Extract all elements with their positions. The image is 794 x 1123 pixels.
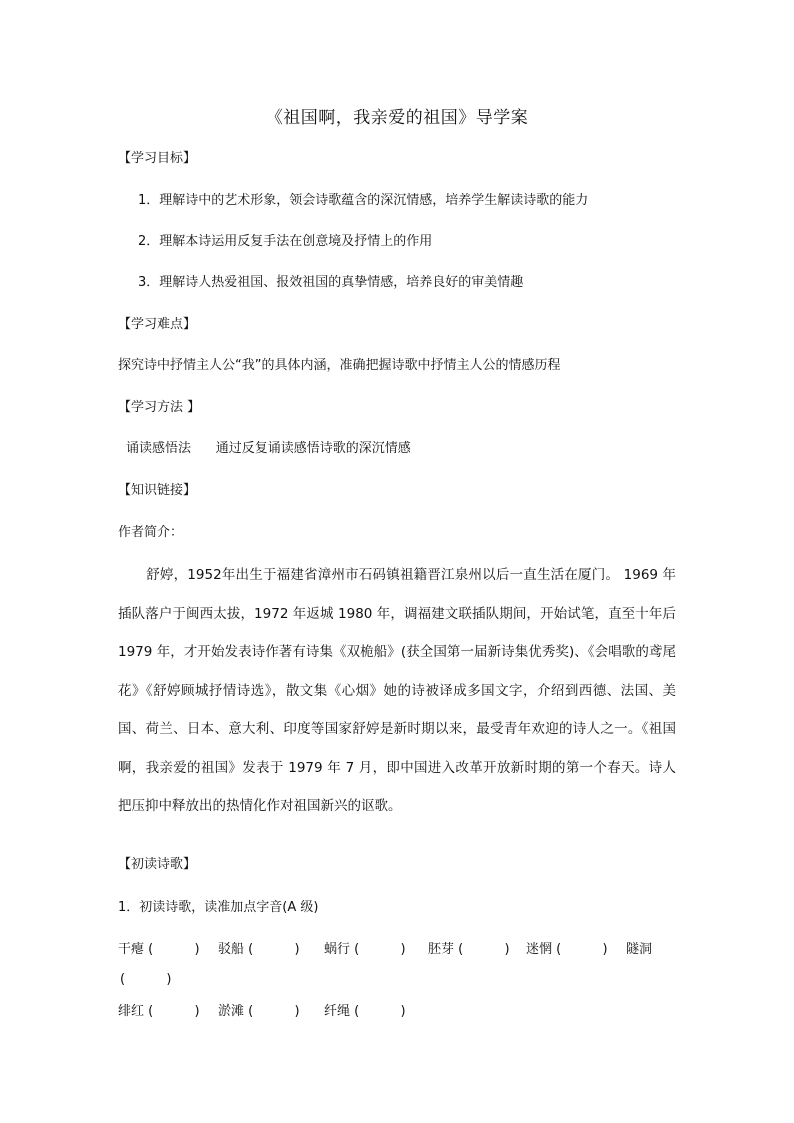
objective-item-3: 3．理解诗人热爱祖国、报效祖国的真挚情感，培养良好的审美情趣 — [138, 275, 524, 290]
method-heading: 【学习方法 】 — [118, 400, 201, 415]
objective-item-1: 1．理解诗中的艺术形象，领会诗歌蕴含的深沉情感，培养学生解读诗歌的能力 — [138, 193, 589, 208]
pinyin-field-ganbie: 干瘪 ( ) — [118, 942, 200, 957]
pinyin-field-suidong-blank: ( ) — [120, 972, 172, 987]
pinyin-field-yutan: 淤滩 ( ) — [218, 1004, 300, 1019]
method-text: 诵读感悟法 通过反复诵读感悟诗歌的深沉情感 — [126, 441, 411, 456]
objectives-heading: 【学习目标】 — [118, 151, 197, 166]
pinyin-field-bochuan: 驳船 ( ) — [218, 942, 300, 957]
author-intro-label: 作者简介： — [118, 525, 184, 540]
exercise-1-label: 1．初读诗歌，读准加点字音(A 级) — [118, 900, 319, 915]
pinyin-field-suidong: 隧洞 — [626, 942, 653, 957]
difficulty-heading: 【学习难点】 — [118, 317, 197, 332]
pinyin-field-qiansheng: 纤绳 ( ) — [324, 1004, 406, 1019]
author-intro-text: 舒婷，1952年出生于福建省漳州市石码镇祖籍晋江泉州以后一直生活在厦门。 1969 年插队落户于闽西太拔，1972 年返城 1980 年，调福建文联插队期间，开始试笔，直至十年后 1979 年，才开始发表诗作著有诗集《双桅船》(获全国第一届新诗集优秀奖)、《会唱歌的鸢尾花》《舒婷顾城抒情诗选》，散文集《心烟》她的诗被译成多国文字，介绍到西德、法国、美国、荷兰、日本、意大利、印度等国家舒婷是新时期以来，最受青年欢迎的诗人之一。《祖国啊，我亲爱的祖国》发表于 1979 年 7 月，即中国进入改革开放新时期的第一个春天。诗人把压抑中释放出的热情化作对祖国新兴的讴歌。 — [118, 567, 676, 814]
author-intro-paragraph — [118, 556, 676, 826]
objective-item-2: 2．理解本诗运用反复手法在创意境及抒情上的作用 — [138, 234, 433, 249]
pinyin-field-woxing: 蜗行 ( ) — [324, 942, 406, 957]
pinyin-field-miwang: 迷惘 ( ) — [526, 942, 608, 957]
pinyin-field-peiya: 胚芽 ( ) — [428, 942, 510, 957]
knowledge-heading: 【知识链接】 — [118, 483, 197, 498]
document-title: 《祖国啊，我亲爱的祖国》导学案 — [265, 108, 529, 128]
pinyin-field-feihong: 绯红 ( ) — [118, 1004, 200, 1019]
first-read-heading: 【初读诗歌】 — [118, 857, 197, 872]
difficulty-text: 探究诗中抒情主人公“我”的具体内涵，准确把握诗歌中抒情主人公的情感历程 — [118, 358, 561, 373]
